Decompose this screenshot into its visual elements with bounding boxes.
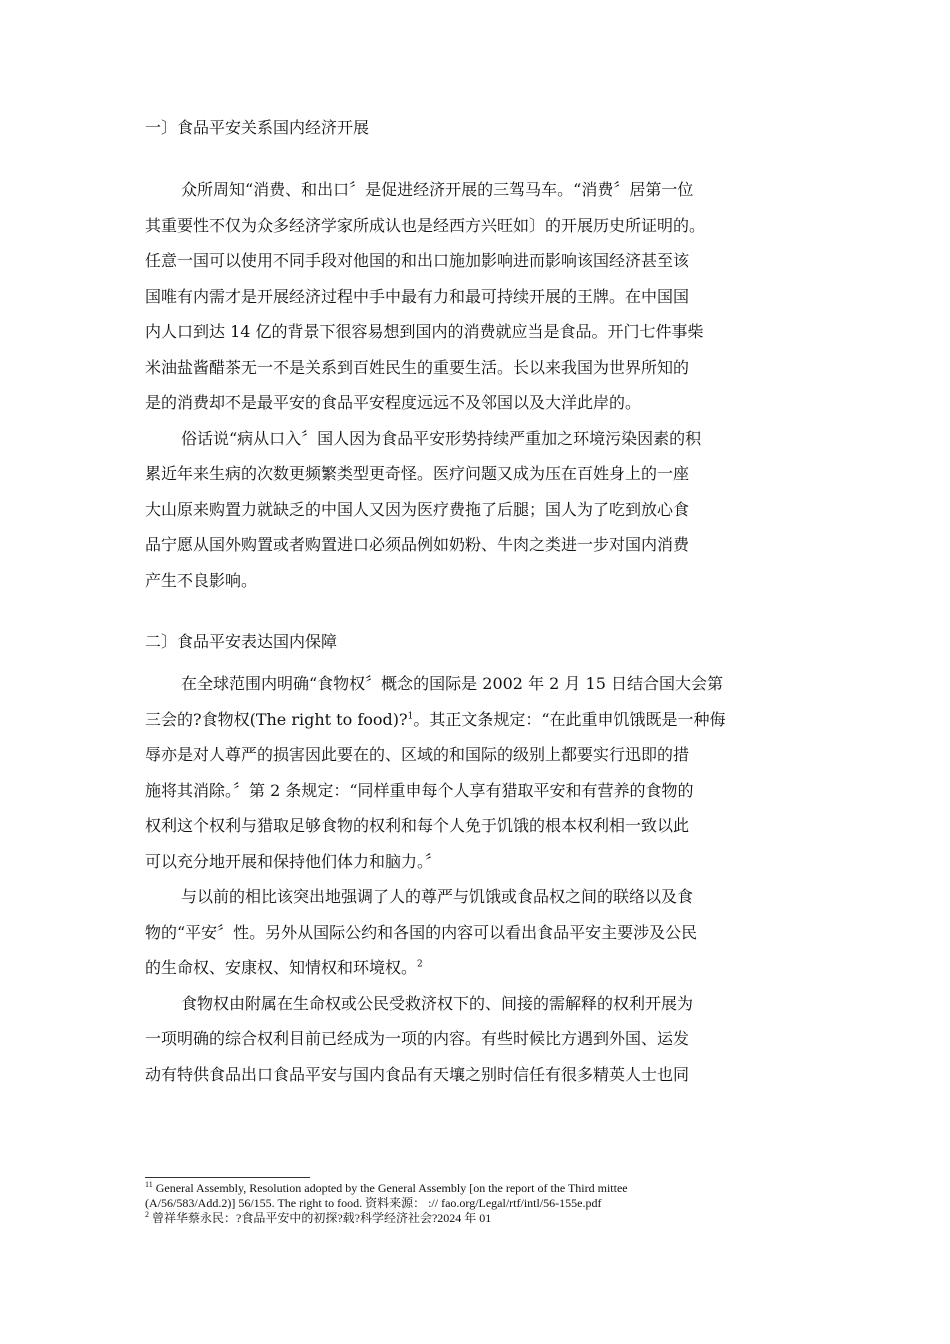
document-body — [145, 110, 810, 1092]
text-line: 其重要性不仅为众多经济学家所成认也是经西方兴旺如〕的开展历史所证明的。 — [145, 215, 706, 235]
footnotes — [145, 1181, 810, 1226]
paragraph-dignity — [145, 879, 810, 986]
footnote-mark: 2 — [145, 1211, 149, 1219]
text-line: 在全球范围内明确“食物权〞概念的国际是 2002 年 2 月 15 日结合国大会第 — [181, 674, 723, 693]
text-line: 国唯有内需才是开展经济过程中手中最有力和最可持续开展的王牌。在中国国 — [145, 286, 690, 306]
text-line: 任意一国可以使用不同手段对他国的和出口施加影响进而影响该国经济甚至该 — [145, 251, 690, 270]
paragraph-comprehensive-right — [145, 986, 810, 1093]
paragraph-health — [145, 421, 810, 599]
footnote-1-continued: (A/56/583/Add.2)] 56/155. The right to food. 资料来源： :// fao.org/Legal/rtf/intl/56-155e.pdf — [145, 1196, 602, 1210]
text-line: 累近年来生病的次数更频繁类型更奇怪。医疗问题又成为压在百姓身上的一座 — [145, 464, 690, 483]
text-line: 与以前的相比该突出地强调了人的尊严与饥饿或食品权之间的联络以及食 — [181, 887, 694, 906]
text-line: 大山原来购置力就缺乏的中国人又因为医疗费拖了后腿；国人为了吃到放心食 — [145, 499, 690, 519]
text-line: 众所周知“消费、和出口〞是促进经济开展的三驾马车。“消费〞居第一位 — [181, 180, 694, 199]
text-line — [145, 702, 810, 738]
section-heading-1: 一〕食品平安关系国内经济开展 — [145, 118, 370, 137]
footnote-ref-2[interactable]: 2 — [417, 959, 423, 970]
footnote-divider — [145, 1177, 310, 1178]
text-line — [145, 950, 810, 986]
footnote-mark: 11 — [145, 1181, 153, 1189]
text-line: 俗话说“病从口入〞国人因为食品平安形势持续严重加之环境污染因素的积 — [181, 428, 702, 448]
text-line: 米油盐酱醋茶无一不是关系到百姓民生的重要生活。长以来我国为世界所知的 — [145, 357, 690, 377]
footnote-2 — [145, 1211, 810, 1226]
text-segment: 。其正文条规定：“在此重申饥饿既是一种侮 — [413, 709, 726, 729]
text-segment: 的生命权、安康权、知情权和环境权。 — [145, 958, 418, 977]
text-line: 权利这个权利与猎取足够食物的权利和每个人免于饥饿的根本权利相一致以此 — [145, 816, 690, 835]
footnote-text: General Assembly, Resolution adopted by the General Assembly [on the report of the Third mittee — [152, 1181, 628, 1195]
footnote-text: 曾祥华蔡永民：?食品平安中的初探?载?科学经济社会?2024 年 01 — [149, 1211, 492, 1225]
text-line: 一项明确的综合权利目前已经成为一项的内容。有些时候比方遇到外国、运发 — [145, 1029, 690, 1048]
text-line: 施将其消除。〞第 2 条规定：“同样重申每个人享有猎取平安和有营养的食物的 — [145, 780, 694, 800]
text-line: 物的“平安〞性。另外从国际公约和各国的内容可以看出食品平安主要涉及公民 — [145, 922, 698, 942]
section-heading-2: 二〕食品平安表达国内保障 — [145, 632, 338, 651]
text-line: 食物权由附属在生命权或公民受救济权下的、间接的需解释的权利开展为 — [181, 993, 694, 1013]
footnote-ref-1[interactable]: 1 — [407, 711, 414, 722]
text-line: 辱亦是对人尊严的损害因此要在的、区域的和国际的级别上都要实行迅即的措 — [145, 745, 690, 764]
footnote-1 — [145, 1181, 810, 1196]
text-line: 产生不良影响。 — [145, 570, 258, 590]
paragraph-right-to-food — [145, 666, 810, 879]
text-line: 可以充分地开展和保持他们体力和脑力。〞 — [145, 851, 442, 871]
text-line: 内人口到达 14 亿的背景下很容易想到国内的消费就应当是食品。开门七件事柴 — [145, 322, 704, 341]
text-line: 动有特供食品出口食品平安与国内食品有天壤之别时信任有很多精英人士也同 — [145, 1064, 690, 1084]
paragraph-consumption — [145, 172, 810, 421]
text-segment: 三会的?食物权(The right to food)? — [145, 709, 408, 729]
text-line: 是的消费却不是最平安的食品平安程度远远不及邻国以及大洋此岸的。 — [145, 393, 642, 412]
text-line: 品宁愿从国外购置或者购置进口必须品例如奶粉、牛肉之类进一步对国内消费 — [145, 535, 690, 554]
